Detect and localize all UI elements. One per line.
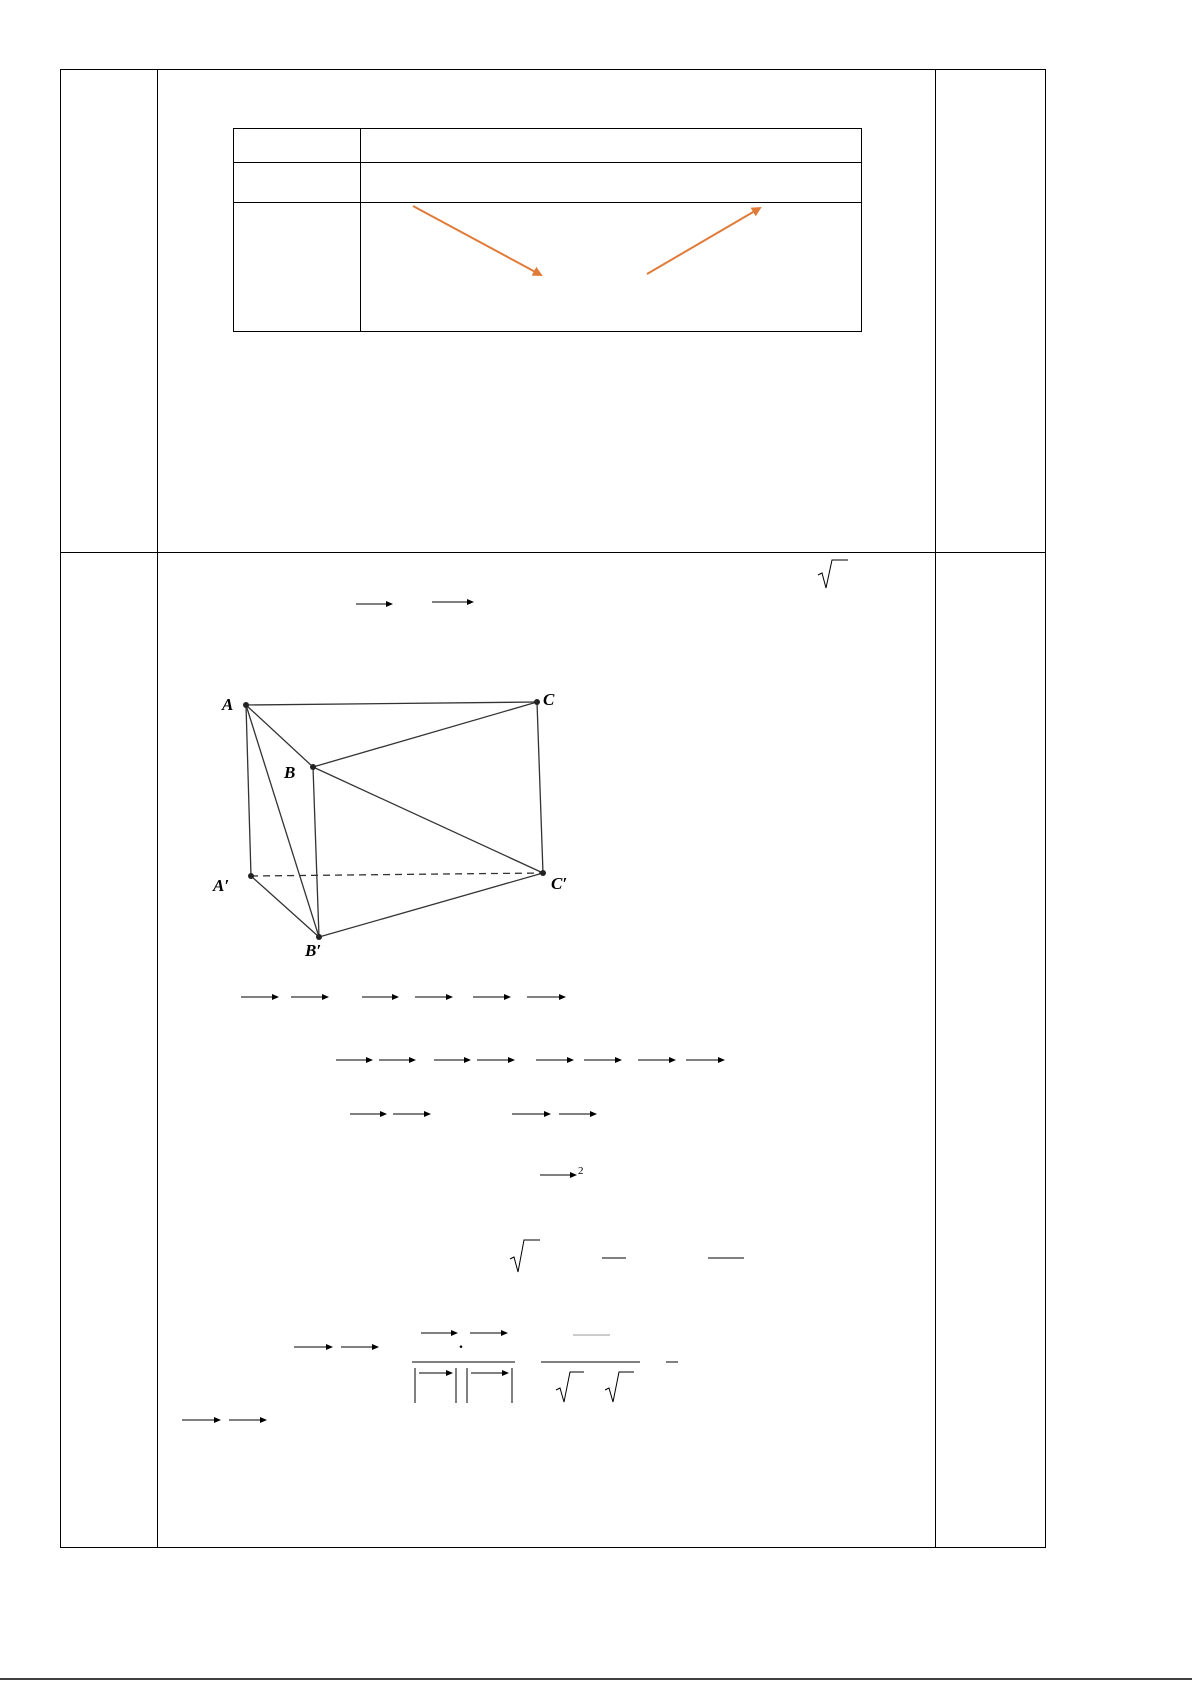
exponent-two: 2 [578, 1165, 584, 1177]
edge-AC [246, 702, 537, 705]
vertex-C-prime [540, 870, 546, 876]
label-B-prime: B′ [305, 941, 322, 960]
vertex-B [310, 764, 316, 770]
dot-operator: . [459, 1335, 463, 1352]
vertex-A-prime [248, 873, 254, 879]
label-C-prime: C′ [551, 874, 568, 893]
edge-BC [313, 702, 537, 767]
page-bottom-rule [0, 1678, 1192, 1682]
vertex-A [243, 702, 249, 708]
edge-AA' [246, 705, 251, 876]
edge-BB' [313, 767, 319, 937]
edge-B'C' [319, 873, 543, 937]
label-C: C [543, 690, 555, 709]
edge-A'C' [251, 873, 543, 876]
label-A-prime: A′ [213, 876, 230, 895]
edge-BC' [313, 767, 543, 873]
label-A: A [222, 695, 234, 714]
label-B: B [284, 763, 296, 782]
edge-AB' [246, 705, 319, 937]
vertex-C [534, 699, 540, 705]
edge-CC' [537, 702, 543, 873]
vertex-B-prime [316, 934, 322, 940]
